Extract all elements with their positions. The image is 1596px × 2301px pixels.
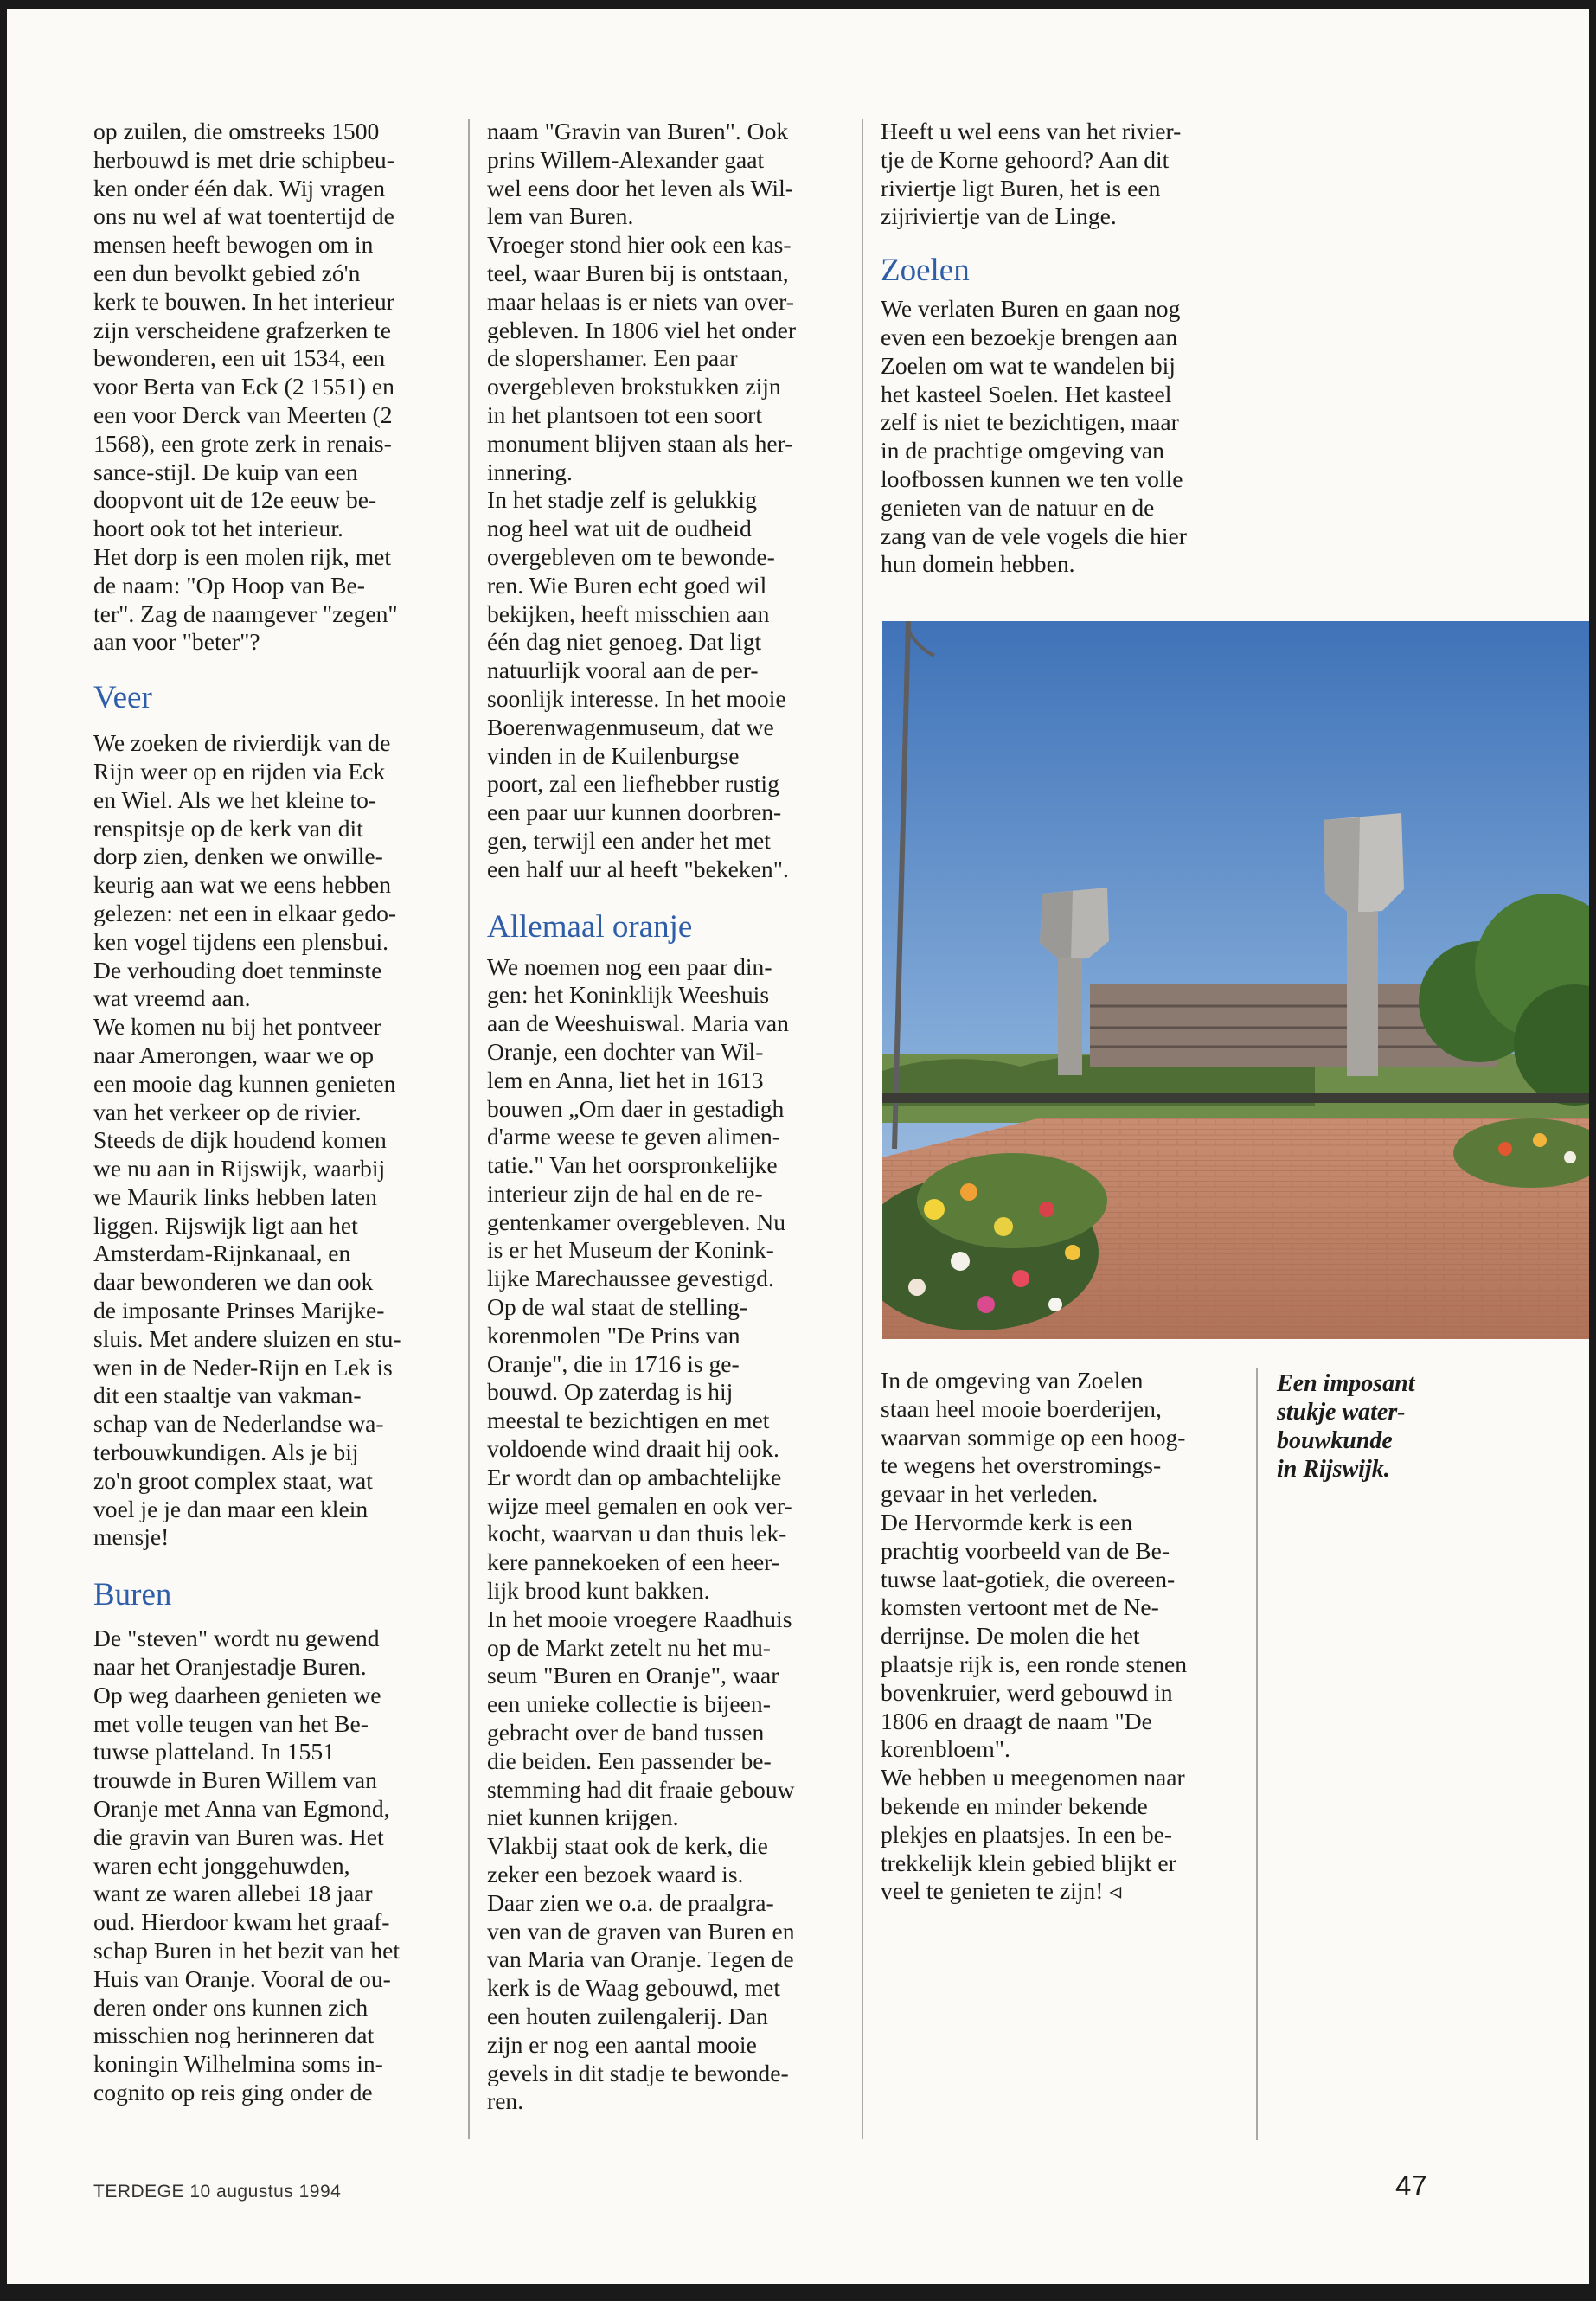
- text-line: terbouwkundigen. Als je bij: [93, 1439, 359, 1466]
- text-line: wen in de Neder-Rijn en Lek is: [93, 1353, 393, 1381]
- text-line: We noemen nog een paar din-: [487, 952, 772, 980]
- text-line: we nu aan in Rijswijk, waarbij: [93, 1155, 386, 1183]
- text-line: poort, zal een liefhebber rustig: [487, 770, 779, 798]
- text-line: kerk te bouwen. In het interieur: [93, 287, 394, 315]
- zoelen-continued-paragraph: [881, 1367, 1187, 1906]
- text-line: één dag niet genoeg. Dat ligt: [487, 628, 762, 656]
- text-line: misschien nog herinneren dat: [93, 2022, 375, 2049]
- text-line: van het verkeer op de rivier.: [93, 1098, 362, 1125]
- text-line: bekijken, heeft misschien aan: [487, 599, 770, 627]
- text-line: We hebben u meegenomen naar: [881, 1764, 1185, 1791]
- text-line: bouwd. Op zaterdag is hij: [487, 1378, 734, 1406]
- buren-paragraph: [93, 1625, 401, 2107]
- text-line: staan heel mooie boerderijen,: [881, 1394, 1162, 1422]
- text-line: Huis van Oranje. Vooral de ou-: [93, 1965, 391, 1992]
- text-line: Amsterdam-Rijnkanaal, en: [93, 1240, 351, 1267]
- text-line: in de prachtige omgeving van: [881, 437, 1164, 465]
- text-line: loofbossen kunnen we ten volle: [881, 465, 1183, 492]
- text-line: lijk brood kunt bakken.: [487, 1577, 710, 1605]
- text-line: sluis. Met andere sluizen en stu-: [93, 1324, 401, 1352]
- zoelen-paragraph: [881, 295, 1187, 579]
- text-line: maar helaas is er niets van over-: [487, 287, 794, 315]
- text-line: bouwen „Om daer in gestadigh: [487, 1094, 785, 1122]
- text-line: wat vreemd aan.: [93, 984, 251, 1012]
- text-line: gelezen: net een in elkaar gedo-: [93, 899, 397, 926]
- text-line: ken onder één dak. Wij vragen: [93, 174, 386, 202]
- text-line: even een bezoekje brengen aan: [881, 323, 1178, 350]
- text-line: een houten zuilengalerij. Dan: [487, 2003, 768, 2029]
- text-line: d'arme weese te geven alimen-: [487, 1123, 780, 1150]
- text-line: het kasteel Soelen. Het kasteel: [881, 380, 1172, 407]
- text-line: zang van de vele vogels die hier: [881, 522, 1187, 549]
- text-line: kocht, waarvan u dan thuis lek-: [487, 1520, 787, 1548]
- text-line: sance-stijl. De kuip van een: [93, 458, 358, 485]
- text-line: vinden in de Kuilenburgse: [487, 741, 740, 769]
- text-line: De Hervormde kerk is een: [881, 1508, 1133, 1535]
- text-line: wijze meel gemalen en ook ver-: [487, 1491, 792, 1519]
- text-line: We verlaten Buren en gaan nog: [881, 295, 1181, 323]
- text-line: van Maria van Oranje. Tegen de: [487, 1945, 794, 1973]
- text-line: ven van de graven van Buren en: [487, 1917, 795, 1945]
- text-line: trekkelijk klein gebied blijkt er: [881, 1849, 1176, 1876]
- text-line: herbouwd is met drie schipbeu-: [93, 145, 394, 173]
- text-line: we Maurik links hebben laten: [93, 1183, 377, 1210]
- column-divider-1: [468, 119, 470, 2139]
- column-3-top: [881, 118, 1187, 579]
- text-line: innering.: [487, 458, 573, 485]
- text-line: en Wiel. Als we het kleine to-: [93, 785, 377, 813]
- text-line: aan de Weeshuiswal. Maria van: [487, 1009, 789, 1037]
- magazine-page: [7, 9, 1589, 2284]
- text-line: op zuilen, die omstreeks 1500: [93, 118, 380, 144]
- text-line: bouwkunde: [1277, 1427, 1393, 1454]
- text-line: een voor Derck van Meerten (2: [93, 401, 393, 428]
- text-line: zo'n groot complex staat, wat: [93, 1466, 373, 1494]
- text-line: riviertje ligt Buren, het is een: [881, 174, 1161, 202]
- text-line: want ze waren allebei 18 jaar: [93, 1880, 373, 1907]
- text-line: gebleven. In 1806 viel het onder: [487, 316, 797, 343]
- text-line: Steeds de dijk houdend komen: [93, 1126, 387, 1154]
- text-line: Het dorp is een molen rijk, met: [93, 542, 392, 570]
- text-line: derrijnse. De molen die het: [881, 1622, 1140, 1650]
- text-line: We komen nu bij het pontveer: [93, 1013, 381, 1041]
- text-line: Oranje met Anna van Egmond,: [93, 1795, 390, 1823]
- text-line: zijn er nog een aantal mooie: [487, 2030, 757, 2058]
- text-line: Zoelen om wat te wandelen bij: [881, 351, 1176, 379]
- text-line: Oranje, een dochter van Wil-: [487, 1037, 764, 1065]
- text-line: trouwde in Buren Willem van: [93, 1766, 377, 1794]
- text-line: wel eens door het leven als Wil-: [487, 174, 793, 202]
- heading-allemaal-oranje: Allemaal oranje: [487, 908, 693, 945]
- text-line: In het stadje zelf is gelukkig: [487, 486, 757, 514]
- text-line: aan voor "beter"?: [93, 628, 260, 656]
- text-line: Er wordt dan op ambachtelijke: [487, 1463, 782, 1490]
- text-line: stemming had dit fraaie gebouw: [487, 1775, 795, 1803]
- text-line: ken vogel tijdens een plensbui.: [93, 927, 389, 955]
- text-line: In de omgeving van Zoelen: [881, 1367, 1144, 1394]
- text-line: hoort ook tot het interieur.: [93, 515, 343, 542]
- column-3-bottom: [881, 1367, 1187, 1906]
- text-line: teel, waar Buren bij is ontstaan,: [487, 259, 789, 286]
- col1-intro-paragraph: [93, 118, 401, 657]
- text-line: die gravin van Buren was. Het: [93, 1823, 384, 1850]
- text-line: meestal te bezichtigen en met: [487, 1407, 770, 1434]
- text-line: Op weg daarheen genieten we: [93, 1681, 381, 1708]
- text-line: de naam: "Op Hoop van Be-: [93, 571, 365, 599]
- text-line: veel te genieten te zijn! ◃: [881, 1877, 1122, 1905]
- text-line: dorp zien, denken we onwille-: [93, 843, 383, 870]
- text-line: seum "Buren en Oranje", waar: [487, 1662, 779, 1689]
- text-line: naam "Gravin van Buren". Ook: [487, 118, 789, 144]
- text-line: tatie." Van het oorspronkelijke: [487, 1151, 778, 1179]
- text-line: ter". Zag de naamgever "zegen": [93, 599, 398, 627]
- text-line: tje de Korne gehoord? Aan dit: [881, 145, 1170, 173]
- text-line: de imposante Prinses Marijke-: [93, 1297, 385, 1324]
- text-line: bovenkruier, werd gebouwd in: [881, 1678, 1173, 1706]
- text-line: zeker een bezoek waard is.: [487, 1861, 744, 1888]
- text-line: zijn verscheidene grafzerken te: [93, 316, 391, 343]
- text-line: ren. Wie Buren echt goed wil: [487, 571, 767, 599]
- text-line: In het mooie vroegere Raadhuis: [487, 1605, 792, 1632]
- text-line: gen, terwijl een ander het met: [487, 826, 771, 854]
- column-1: [93, 118, 401, 2107]
- text-line: renspitsje op de kerk van dit: [93, 814, 363, 842]
- text-line: voor Berta van Eck (2 1551) en: [93, 373, 394, 401]
- text-line: We zoeken de rivierdijk van de: [93, 729, 391, 757]
- text-line: naar het Oranjestadje Buren.: [93, 1653, 367, 1681]
- text-line: een half uur al heeft "bekeken".: [487, 855, 789, 882]
- text-line: gevels in dit stadje te bewonde-: [487, 2059, 789, 2086]
- text-line: hun domein hebben.: [881, 550, 1075, 578]
- text-line: koningin Wilhelmina soms in-: [93, 2050, 383, 2078]
- text-line: voldoende wind draait hij ook.: [487, 1435, 779, 1463]
- text-line: met volle teugen van het Be-: [93, 1709, 369, 1737]
- text-line: dit een staaltje van vakman-: [93, 1381, 362, 1409]
- text-line: kerk is de Waag gebouwd, met: [487, 1974, 781, 2002]
- text-line: in het plantsoen tot een soort: [487, 401, 763, 428]
- column-2: [487, 118, 796, 2116]
- text-line: oud. Hierdoor kwam het graaf-: [93, 1908, 390, 1936]
- text-line: overgebleven brokstukken zijn: [487, 373, 781, 401]
- text-line: Vlakbij staat ook de kerk, die: [487, 1832, 768, 1860]
- text-line: tuwse platteland. In 1551: [93, 1738, 335, 1766]
- text-line: stukje water-: [1277, 1399, 1406, 1426]
- text-line: naar Amerongen, waar we op: [93, 1041, 375, 1068]
- text-line: voel je je dan maar een klein: [93, 1495, 369, 1522]
- column-divider-2: [862, 119, 863, 2139]
- text-line: zelf is niet te bezichtigen, maar: [881, 408, 1179, 436]
- text-line: daar bewonderen we dan ook: [93, 1268, 374, 1296]
- text-line: doopvont uit de 12e eeuw be-: [93, 486, 377, 514]
- photo-caption: [1277, 1369, 1414, 1484]
- heading-buren: Buren: [93, 1577, 172, 1613]
- text-line: natuurlijk vooral aan de per-: [487, 657, 759, 684]
- text-line: gentenkamer overgebleven. Nu: [487, 1208, 786, 1235]
- text-line: prachtig voorbeeld van de Be-: [881, 1536, 1170, 1564]
- text-line: lem en Anna, liet het in 1613: [487, 1066, 764, 1093]
- text-line: plaatsje rijk is, een ronde stenen: [881, 1650, 1188, 1677]
- caption-divider: [1256, 1368, 1258, 2140]
- text-line: interieur zijn de hal en de re-: [487, 1179, 763, 1207]
- text-line: tuwse laat-gotiek, die overeen-: [881, 1565, 1176, 1593]
- allemaal-oranje-paragraph: [487, 953, 796, 2117]
- text-line: 1806 en draagt de naam "De: [881, 1707, 1152, 1734]
- text-line: waren echt jonggehuwden,: [93, 1851, 350, 1879]
- text-line: genieten van de natuur en de: [881, 493, 1155, 521]
- text-line: Daar zien we o.a. de praalgra-: [487, 1888, 774, 1916]
- text-line: Vroeger stond hier ook een kas-: [487, 231, 792, 259]
- text-line: korenbloem".: [881, 1735, 1010, 1763]
- text-line: Een imposant: [1277, 1370, 1415, 1397]
- text-line: Oranje", die in 1716 is ge-: [487, 1349, 740, 1377]
- text-line: monument blijven staan als her-: [487, 429, 793, 457]
- text-line: een unieke collectie is bijeen-: [487, 1690, 771, 1718]
- text-line: de slopershamer. Een paar: [487, 344, 738, 372]
- text-line: Rijn weer op en rijden via Eck: [93, 757, 386, 785]
- text-line: lijke Marechaussee gevestigd.: [487, 1265, 774, 1292]
- text-line: een dun bevolkt gebied zó'n: [93, 259, 361, 286]
- text-line: De "steven" wordt nu gewend: [93, 1625, 380, 1652]
- text-line: mensen heeft bewogen om in: [93, 231, 374, 259]
- text-line: plekjes en plaatsjes. In een be-: [881, 1820, 1173, 1848]
- text-line: Op de wal staat de stelling-: [487, 1293, 748, 1321]
- text-line: een mooie dag kunnen genieten: [93, 1069, 396, 1097]
- text-line: 1568), een grote zerk in renais-: [93, 429, 392, 457]
- text-line: liggen. Rijswijk ligt aan het: [93, 1211, 358, 1239]
- col2-intro-paragraph: [487, 118, 796, 884]
- page-number: 47: [1395, 2170, 1427, 2202]
- text-line: komsten vertoont met de Ne-: [881, 1593, 1159, 1621]
- text-line: niet kunnen krijgen.: [487, 1804, 679, 1831]
- text-line: lem van Buren.: [487, 202, 634, 230]
- text-line: ons nu wel af wat toentertijd de: [93, 202, 394, 230]
- text-line: gen: het Koninklijk Weeshuis: [487, 981, 770, 1009]
- text-line: ren.: [487, 2087, 524, 2115]
- text-line: korenmolen "De Prins van: [487, 1321, 740, 1349]
- text-line: Heeft u wel eens van het rivier-: [881, 118, 1182, 144]
- text-line: op de Markt zetelt nu het mu-: [487, 1633, 771, 1661]
- text-line: is er het Museum der Konink-: [487, 1236, 774, 1264]
- heading-zoelen: Zoelen: [881, 253, 970, 289]
- text-line: gevaar in het verleden.: [881, 1480, 1099, 1508]
- col3-intro-paragraph: [881, 118, 1187, 231]
- photo-rijswijk-sluice: [882, 621, 1589, 1339]
- text-line: soonlijk interesse. In het mooie: [487, 684, 786, 712]
- text-line: Boerenwagenmuseum, dat we: [487, 713, 774, 740]
- text-line: gebracht over de band tussen: [487, 1719, 765, 1747]
- text-line: nog heel wat uit de oudheid: [487, 515, 752, 542]
- text-line: overgebleven om te bewonde-: [487, 542, 775, 570]
- text-line: te wegens het overstromings-: [881, 1452, 1162, 1479]
- text-line: prins Willem-Alexander gaat: [487, 145, 765, 173]
- text-line: bekende en minder bekende: [881, 1791, 1148, 1819]
- text-line: zijriviertje van de Linge.: [881, 202, 1117, 230]
- text-line: mensje!: [93, 1523, 170, 1551]
- text-line: deren onder ons kunnen zich: [93, 1993, 369, 2021]
- text-line: bewonderen, een uit 1534, een: [93, 344, 386, 372]
- text-line: kere pannekoeken of een heer-: [487, 1548, 780, 1576]
- veer-paragraph: [93, 729, 401, 1552]
- text-line: een paar uur kunnen doorbren-: [487, 798, 782, 826]
- text-line: cognito op reis ging onder de: [93, 2079, 373, 2106]
- heading-veer: Veer: [93, 680, 152, 716]
- publication-footer: TERDEGE 10 augustus 1994: [93, 2182, 342, 2202]
- text-line: in Rijswijk.: [1277, 1456, 1390, 1483]
- text-line: die beiden. Een passender be-: [487, 1747, 772, 1774]
- text-line: De verhouding doet tenminste: [93, 956, 382, 984]
- text-line: waarvan sommige op een hoog-: [881, 1423, 1186, 1451]
- text-line: keurig aan wat we eens hebben: [93, 871, 392, 899]
- text-line: schap van de Nederlandse wa-: [93, 1410, 384, 1438]
- text-line: schap Buren in het bezit van het: [93, 1937, 401, 1965]
